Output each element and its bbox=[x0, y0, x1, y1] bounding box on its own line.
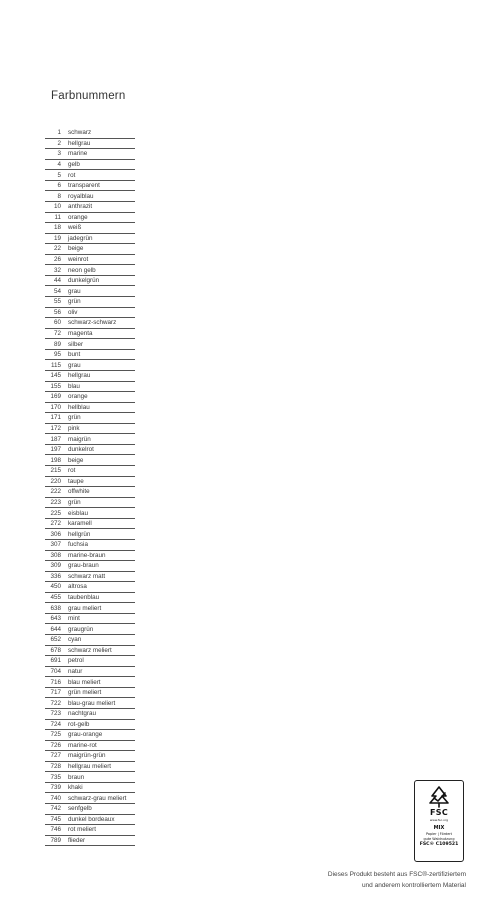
color-row bbox=[45, 751, 135, 762]
color-number: 336 bbox=[50, 572, 61, 580]
color-row bbox=[45, 783, 135, 794]
color-name: altrosa bbox=[68, 583, 87, 591]
color-name: eisblau bbox=[68, 509, 88, 517]
color-name: orange bbox=[68, 213, 88, 221]
color-name: schwarz-grau meliert bbox=[68, 794, 127, 802]
color-number: 789 bbox=[50, 836, 61, 844]
color-number: 55 bbox=[53, 298, 61, 306]
color-row bbox=[45, 181, 135, 192]
color-name: grün meliert bbox=[68, 689, 102, 697]
color-number: 6 bbox=[57, 182, 61, 190]
fsc-license-code: FSC® C109521 bbox=[419, 842, 459, 848]
color-name: rot bbox=[68, 171, 76, 179]
color-row bbox=[45, 413, 135, 424]
color-name: weinrot bbox=[68, 256, 89, 264]
color-row bbox=[45, 360, 135, 371]
fsc-label bbox=[414, 780, 464, 862]
color-name: anthrazit bbox=[68, 203, 93, 211]
color-number: 735 bbox=[50, 773, 61, 781]
color-name: schwarz-schwarz bbox=[68, 319, 117, 327]
color-row bbox=[45, 487, 135, 498]
color-row bbox=[45, 498, 135, 509]
color-name: oliv bbox=[68, 308, 78, 316]
color-row bbox=[45, 191, 135, 202]
color-number: 742 bbox=[50, 805, 61, 813]
color-number: 22 bbox=[53, 245, 61, 253]
color-number: 222 bbox=[50, 488, 61, 496]
color-number: 728 bbox=[50, 763, 61, 771]
color-number: 223 bbox=[50, 498, 61, 506]
color-row bbox=[45, 477, 135, 488]
color-row bbox=[45, 646, 135, 657]
color-name: rot bbox=[68, 467, 76, 475]
color-row bbox=[45, 836, 135, 847]
color-name: maigrün-grün bbox=[68, 752, 106, 760]
color-row bbox=[45, 667, 135, 678]
color-row bbox=[45, 593, 135, 604]
color-name: mint bbox=[68, 615, 80, 623]
color-row bbox=[45, 614, 135, 625]
color-number: 1 bbox=[57, 129, 61, 137]
color-row bbox=[45, 825, 135, 836]
color-row bbox=[45, 793, 135, 804]
color-number: 155 bbox=[50, 382, 61, 390]
color-row bbox=[45, 382, 135, 393]
color-row bbox=[45, 656, 135, 667]
color-row bbox=[45, 329, 135, 340]
color-name: grün bbox=[68, 498, 81, 506]
color-row bbox=[45, 529, 135, 540]
color-row bbox=[45, 730, 135, 741]
color-row bbox=[45, 276, 135, 287]
color-number: 19 bbox=[53, 234, 61, 242]
color-row bbox=[45, 424, 135, 435]
color-row bbox=[45, 434, 135, 445]
color-name: royalblau bbox=[68, 192, 94, 200]
color-number: 225 bbox=[50, 509, 61, 517]
page-title: Farbnummern bbox=[51, 90, 126, 102]
color-number: 56 bbox=[53, 308, 61, 316]
color-name: graugrün bbox=[68, 625, 94, 633]
color-name: taubenblau bbox=[68, 594, 100, 602]
color-number: 722 bbox=[50, 699, 61, 707]
color-name: blau meliert bbox=[68, 678, 101, 686]
color-row bbox=[45, 635, 135, 646]
color-number: 5 bbox=[57, 171, 61, 179]
color-name: beige bbox=[68, 245, 84, 253]
color-name: natur bbox=[68, 667, 83, 675]
color-number: 171 bbox=[50, 414, 61, 422]
color-number: 306 bbox=[50, 530, 61, 538]
color-name: maigrün bbox=[68, 435, 91, 443]
color-name: neon gelb bbox=[68, 266, 96, 274]
color-number: 115 bbox=[50, 361, 61, 369]
color-row bbox=[45, 709, 135, 720]
color-number: 2 bbox=[57, 139, 61, 147]
color-number: 307 bbox=[50, 541, 61, 549]
color-row bbox=[45, 170, 135, 181]
color-name: fuchsia bbox=[68, 541, 88, 549]
color-row bbox=[45, 149, 135, 160]
color-row bbox=[45, 244, 135, 255]
color-number: 704 bbox=[50, 667, 61, 675]
color-name: grün bbox=[68, 298, 81, 306]
color-row bbox=[45, 582, 135, 593]
color-name: cyan bbox=[68, 636, 82, 644]
color-row bbox=[45, 551, 135, 562]
color-name: silber bbox=[68, 340, 84, 348]
color-row bbox=[45, 403, 135, 414]
color-number: 638 bbox=[50, 604, 61, 612]
color-number: 740 bbox=[50, 794, 61, 802]
color-name: dunkelgrün bbox=[68, 277, 100, 285]
color-row bbox=[45, 308, 135, 319]
color-row bbox=[45, 128, 135, 139]
color-name: grau-orange bbox=[68, 731, 103, 739]
color-number: 745 bbox=[50, 815, 61, 823]
color-name: schwarz matt bbox=[68, 572, 106, 580]
color-row bbox=[45, 804, 135, 815]
color-name: blau bbox=[68, 382, 80, 390]
color-name: grau-braun bbox=[68, 562, 99, 570]
fsc-mix-label: MIX bbox=[433, 825, 445, 831]
color-row bbox=[45, 698, 135, 709]
color-name: hellblau bbox=[68, 403, 90, 411]
color-row bbox=[45, 624, 135, 635]
color-number: 95 bbox=[53, 351, 61, 359]
footer-line-1: Dieses Produkt besteht aus FSC®-zertifiziertem bbox=[327, 871, 466, 878]
color-number: 187 bbox=[50, 435, 61, 443]
color-number: 145 bbox=[50, 372, 61, 380]
color-number: 724 bbox=[50, 720, 61, 728]
color-row bbox=[45, 741, 135, 752]
color-name: grau bbox=[68, 287, 81, 295]
color-number: 644 bbox=[50, 625, 61, 633]
color-row bbox=[45, 297, 135, 308]
color-row bbox=[45, 762, 135, 773]
color-row bbox=[45, 519, 135, 530]
color-name: petrol bbox=[68, 657, 84, 665]
color-number: 643 bbox=[50, 615, 61, 623]
color-number: 726 bbox=[50, 741, 61, 749]
color-number: 652 bbox=[50, 636, 61, 644]
color-name: hellgrau bbox=[68, 139, 91, 147]
color-number: 272 bbox=[50, 520, 61, 528]
color-name: grau bbox=[68, 361, 81, 369]
color-row bbox=[45, 202, 135, 213]
color-name: beige bbox=[68, 456, 84, 464]
color-name: weiß bbox=[68, 224, 82, 232]
color-number: 678 bbox=[50, 646, 61, 654]
color-row bbox=[45, 160, 135, 171]
color-row bbox=[45, 265, 135, 276]
color-name: marine-rot bbox=[68, 741, 97, 749]
color-row bbox=[45, 540, 135, 551]
color-row bbox=[45, 720, 135, 731]
color-number: 54 bbox=[53, 287, 61, 295]
color-name: offwhite bbox=[68, 488, 90, 496]
color-name: blau-grau meliert bbox=[68, 699, 116, 707]
color-number: 89 bbox=[53, 340, 61, 348]
color-name: grün bbox=[68, 414, 81, 422]
color-row bbox=[45, 350, 135, 361]
footer-line-2: und anderem kontrolliertem Material bbox=[361, 882, 466, 889]
color-row bbox=[45, 223, 135, 234]
color-row bbox=[45, 318, 135, 329]
fsc-subline-1: Papier | Fördert bbox=[425, 832, 453, 836]
color-name: nachtgrau bbox=[68, 710, 97, 718]
color-name: grau meliert bbox=[68, 604, 102, 612]
color-name: marine bbox=[68, 150, 88, 158]
color-name: schwarz meliert bbox=[68, 646, 112, 654]
color-number: 170 bbox=[50, 403, 61, 411]
color-number: 60 bbox=[53, 319, 61, 327]
color-name: bunt bbox=[68, 351, 81, 359]
color-name: taupe bbox=[68, 477, 84, 485]
color-number: 18 bbox=[53, 224, 61, 232]
color-number: 32 bbox=[53, 266, 61, 274]
color-name: marine-braun bbox=[68, 551, 106, 559]
color-number: 739 bbox=[50, 784, 61, 792]
color-name: gelb bbox=[68, 160, 80, 168]
color-number: 716 bbox=[50, 678, 61, 686]
color-row bbox=[45, 466, 135, 477]
color-name: braun bbox=[68, 773, 85, 781]
color-name: dunkel bordeaux bbox=[68, 815, 115, 823]
color-row bbox=[45, 508, 135, 519]
color-row bbox=[45, 286, 135, 297]
color-number: 308 bbox=[50, 551, 61, 559]
color-number: 72 bbox=[53, 329, 61, 337]
color-row bbox=[45, 455, 135, 466]
color-name: khaki bbox=[68, 784, 83, 792]
color-row bbox=[45, 255, 135, 266]
color-row bbox=[45, 445, 135, 456]
color-number: 172 bbox=[50, 425, 61, 433]
color-number: 26 bbox=[53, 256, 61, 264]
color-number: 44 bbox=[53, 277, 61, 285]
color-row bbox=[45, 688, 135, 699]
color-number: 169 bbox=[50, 393, 61, 401]
fsc-tree-check-icon bbox=[426, 785, 452, 809]
color-number: 220 bbox=[50, 477, 61, 485]
color-name: jadegrün bbox=[68, 234, 93, 242]
color-number: 11 bbox=[54, 213, 61, 221]
color-number: 727 bbox=[50, 752, 61, 760]
color-name: hellgrün bbox=[68, 530, 91, 538]
fsc-footer-note bbox=[328, 869, 466, 891]
color-row bbox=[45, 234, 135, 245]
color-name: hellgrau bbox=[68, 372, 91, 380]
color-number: 717 bbox=[50, 689, 61, 697]
color-number: 309 bbox=[50, 562, 61, 570]
color-number: 3 bbox=[57, 150, 61, 158]
color-number: 10 bbox=[53, 203, 61, 211]
color-row bbox=[45, 561, 135, 572]
color-number: 691 bbox=[50, 657, 61, 665]
color-row bbox=[45, 677, 135, 688]
fsc-wordmark: FSC bbox=[430, 808, 448, 817]
color-number: 197 bbox=[50, 446, 61, 454]
color-name: rot-gelb bbox=[68, 720, 90, 728]
color-row bbox=[45, 339, 135, 350]
color-name: dunkelrot bbox=[68, 446, 94, 454]
color-name: magenta bbox=[68, 329, 93, 337]
color-name: rot meliert bbox=[68, 826, 96, 834]
color-number: 215 bbox=[50, 467, 61, 475]
color-name: transparent bbox=[68, 182, 100, 190]
fsc-subline-2: gute Waldnutzung bbox=[423, 837, 455, 842]
color-number: 4 bbox=[57, 160, 61, 168]
color-name: orange bbox=[68, 393, 88, 401]
color-name: flieder bbox=[68, 836, 86, 844]
color-row bbox=[45, 139, 135, 150]
color-row bbox=[45, 815, 135, 826]
color-row bbox=[45, 603, 135, 614]
color-number: 198 bbox=[50, 456, 61, 464]
color-name: karamell bbox=[68, 520, 92, 528]
color-number: 723 bbox=[50, 710, 61, 718]
color-name: schwarz bbox=[68, 129, 92, 137]
color-name: pink bbox=[68, 425, 80, 433]
color-number-list bbox=[45, 128, 135, 846]
color-name: senfgelb bbox=[68, 805, 92, 813]
color-name: hellgrau meliert bbox=[68, 763, 112, 771]
color-row bbox=[45, 213, 135, 224]
color-row bbox=[45, 392, 135, 403]
fsc-url: www.fsc.org bbox=[429, 818, 449, 822]
color-row bbox=[45, 572, 135, 583]
color-number: 725 bbox=[50, 731, 61, 739]
color-number: 455 bbox=[50, 594, 61, 602]
color-row bbox=[45, 772, 135, 783]
color-number: 8 bbox=[57, 192, 61, 200]
color-row bbox=[45, 371, 135, 382]
color-number: 450 bbox=[50, 583, 61, 591]
color-number: 746 bbox=[50, 826, 61, 834]
